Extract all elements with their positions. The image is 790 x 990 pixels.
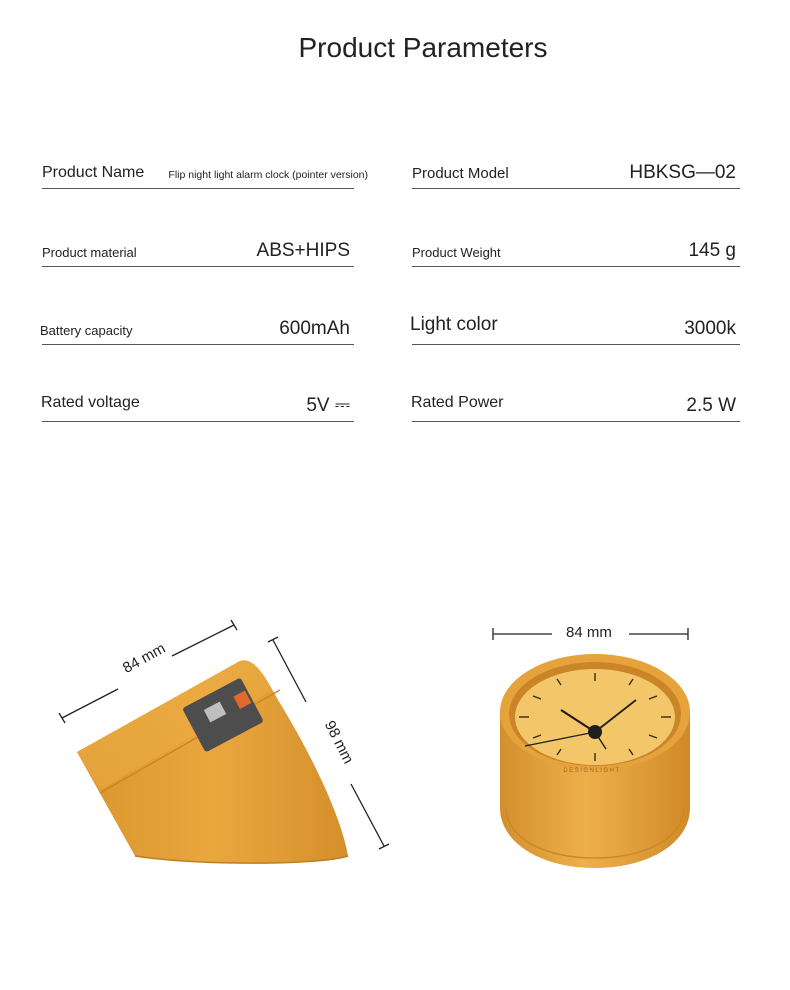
param-label: Product Model [412, 165, 509, 182]
front-width-label: 84 mm [566, 624, 612, 641]
clock-brand-mark: DESIGNLIGHT [563, 768, 621, 774]
param-value: HBKSG—02 [629, 162, 736, 183]
param-label: Light color [410, 314, 498, 335]
param-label: Product Name [42, 164, 145, 181]
side-width-label: 84 mm [120, 639, 169, 677]
param-value: 5V ⎓ [306, 395, 350, 416]
param-value: 3000k [684, 318, 736, 339]
param-value: 145 g [688, 240, 736, 261]
param-label: Battery capacity [40, 323, 133, 338]
front-view-clock [500, 654, 690, 868]
param-label: Product material [42, 245, 137, 260]
page-title: Product Parameters [298, 32, 548, 63]
param-label: Rated voltage [41, 394, 140, 411]
param-value: 600mAh [279, 318, 350, 339]
param-label: Product Weight [412, 245, 501, 260]
param-value: Flip night light alarm clock (pointer version) [168, 169, 368, 181]
param-value: 2.5 W [686, 395, 736, 416]
param-value: ABS+HIPS [256, 240, 350, 261]
side-height-label: 98 mm [320, 718, 357, 767]
side-view-clock [77, 660, 348, 863]
param-label: Rated Power [411, 394, 504, 411]
